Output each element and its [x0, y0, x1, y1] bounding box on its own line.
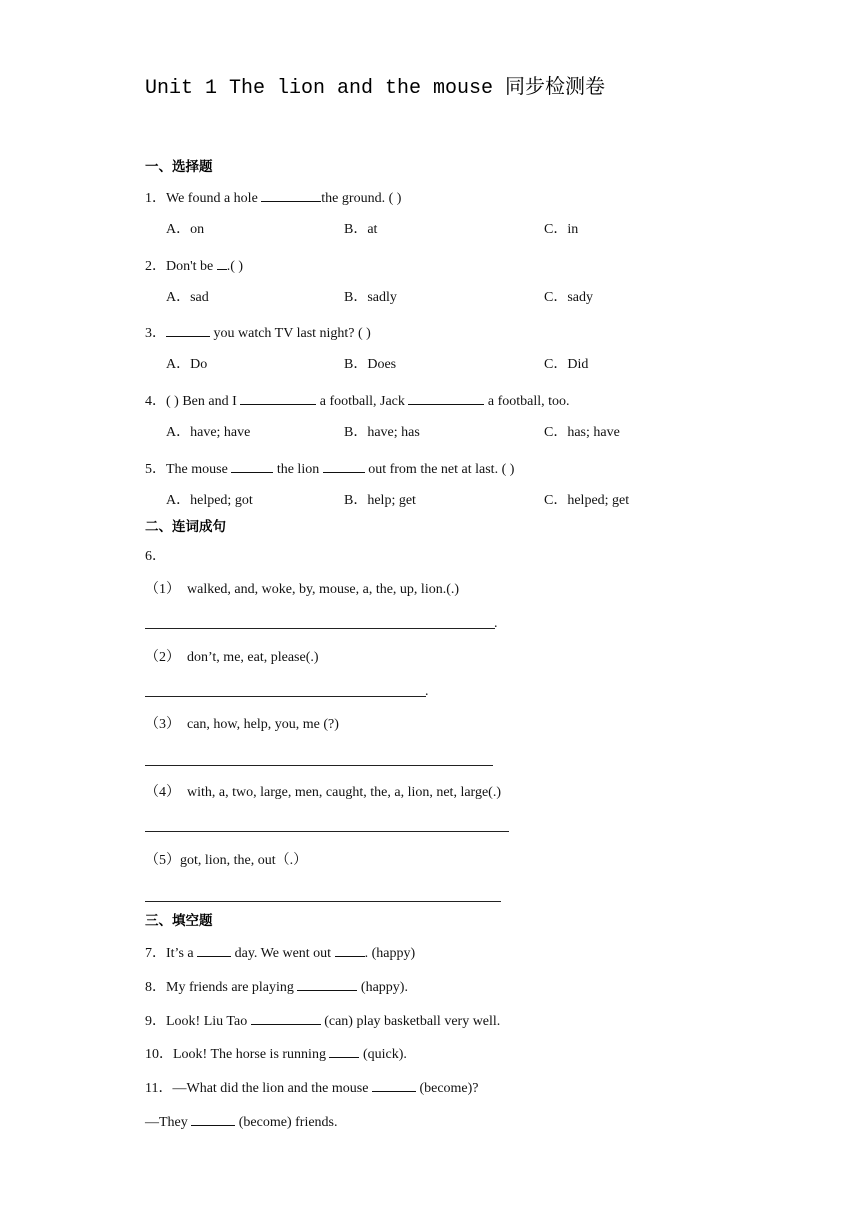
- answer-blank[interactable]: [297, 976, 357, 991]
- question-text: It’s a: [166, 946, 198, 961]
- subquestion-label: （2）: [145, 650, 180, 665]
- option-c[interactable]: C．has; have: [544, 425, 620, 440]
- subquestion-2: [145, 649, 319, 667]
- option-c[interactable]: C．sady: [544, 290, 593, 305]
- answer-blank[interactable]: [372, 1077, 416, 1092]
- subquestion-words: got, lion, the, out（.）: [180, 853, 308, 868]
- question-number: 1．: [145, 191, 166, 206]
- question-text: a football, Jack: [316, 394, 409, 409]
- subquestion-3: [145, 716, 339, 734]
- answer-blank[interactable]: [240, 390, 316, 405]
- question-text: ( ) Ben and I: [166, 394, 241, 409]
- question-2: [145, 255, 243, 276]
- question-text: the lion: [273, 462, 323, 477]
- subquestion-label: （5）: [145, 853, 180, 868]
- option-b[interactable]: B．at: [344, 222, 378, 237]
- question-text: (become)?: [415, 1081, 479, 1096]
- question-3: [145, 322, 371, 343]
- question-text: —They: [145, 1115, 192, 1130]
- section-heading-fill-in: 三、填空题: [145, 913, 213, 929]
- subquestion-words: don’t, me, eat, please(.): [187, 650, 319, 665]
- option-a[interactable]: A．sad: [166, 290, 209, 305]
- question-text: (become) friends.: [235, 1115, 338, 1130]
- answer-line-period: .: [425, 684, 429, 699]
- question-number: 11．: [145, 1081, 173, 1096]
- question-number: 2．: [145, 259, 166, 274]
- subquestion-5: [145, 852, 307, 870]
- question-number: 8．: [145, 980, 166, 995]
- answer-line[interactable]: [145, 831, 509, 832]
- question-text: .( ): [226, 259, 244, 274]
- question-text: . (happy): [364, 946, 416, 961]
- option-c[interactable]: C．Did: [544, 357, 589, 372]
- question-number: 10．: [145, 1047, 173, 1062]
- question-number: 5．: [145, 462, 166, 477]
- subquestion-words: walked, and, woke, by, mouse, a, the, up, lion.(.): [187, 582, 460, 597]
- option-a[interactable]: A．on: [166, 222, 205, 237]
- option-b[interactable]: B．help; get: [344, 493, 416, 508]
- question-number: 3．: [145, 326, 166, 341]
- question-text: We found a hole: [166, 191, 262, 206]
- question-11-answer: [145, 1111, 338, 1132]
- question-text: (can) play basketball very well.: [320, 1014, 501, 1029]
- subquestion-label: （3）: [145, 717, 180, 732]
- question-9: [145, 1010, 500, 1031]
- answer-blank[interactable]: [197, 942, 231, 957]
- answer-blank[interactable]: [231, 458, 273, 473]
- page-title: Unit 1 The lion and the mouse 同步检测卷: [145, 77, 606, 100]
- question-number: 4．: [145, 394, 166, 409]
- answer-line[interactable]: [145, 765, 493, 766]
- option-a[interactable]: A．helped; got: [166, 493, 253, 508]
- question-5: [145, 458, 514, 479]
- section-heading-sentence-building: 二、连词成句: [145, 519, 226, 535]
- question-text: Look! The horse is running: [173, 1047, 330, 1062]
- option-a[interactable]: A．Do: [166, 357, 208, 372]
- option-b[interactable]: B．Does: [344, 357, 397, 372]
- option-c[interactable]: C．helped; get: [544, 493, 630, 508]
- question-4: [145, 390, 570, 411]
- question-10: [145, 1043, 407, 1064]
- question-11: [145, 1077, 479, 1098]
- question-8: [145, 976, 408, 997]
- question-text: —What did the lion and the mouse: [172, 1081, 372, 1096]
- answer-blank[interactable]: [166, 322, 210, 337]
- question-text: out from the net at last. ( ): [364, 462, 515, 477]
- question-number: 7．: [145, 946, 166, 961]
- question-text: The mouse: [166, 462, 232, 477]
- subquestion-label: （4）: [145, 785, 180, 800]
- answer-line-period: .: [494, 616, 498, 631]
- question-text: you watch TV last night? ( ): [210, 326, 371, 341]
- question-text: a football, too.: [484, 394, 570, 409]
- question-text: the ground. ( ): [321, 191, 402, 206]
- question-7: [145, 942, 415, 963]
- question-text: (quick).: [359, 1047, 407, 1062]
- answer-blank[interactable]: [329, 1043, 359, 1058]
- answer-line[interactable]: [145, 901, 501, 902]
- question-text: Look! Liu Tao: [166, 1014, 251, 1029]
- answer-blank[interactable]: [335, 942, 365, 957]
- question-text: My friends are playing: [166, 980, 298, 995]
- subquestion-4: [145, 784, 501, 802]
- answer-blank[interactable]: [408, 390, 484, 405]
- answer-line[interactable]: [145, 696, 426, 697]
- option-b[interactable]: B．have; has: [344, 425, 420, 440]
- subquestion-words: can, how, help, you, me (?): [187, 717, 339, 732]
- answer-line[interactable]: [145, 628, 495, 629]
- question-number: 9．: [145, 1014, 166, 1029]
- section-heading-multiple-choice: 一、选择题: [145, 159, 213, 175]
- option-a[interactable]: A．have; have: [166, 425, 251, 440]
- answer-blank[interactable]: [191, 1111, 235, 1126]
- answer-blank[interactable]: [217, 255, 227, 270]
- option-b[interactable]: B．sadly: [344, 290, 397, 305]
- option-c[interactable]: C．in: [544, 222, 579, 237]
- answer-blank[interactable]: [251, 1010, 321, 1025]
- question-text: (happy).: [357, 980, 408, 995]
- question-1: [145, 187, 401, 208]
- subquestion-label: （1）: [145, 582, 180, 597]
- subquestion-1: [145, 581, 459, 599]
- answer-blank[interactable]: [261, 187, 321, 202]
- question-6-number: 6．: [145, 549, 166, 564]
- question-text: Don't be: [166, 259, 217, 274]
- question-text: day. We went out: [231, 946, 335, 961]
- answer-blank[interactable]: [323, 458, 365, 473]
- subquestion-words: with, a, two, large, men, caught, the, a, lion, net, large(.): [187, 785, 502, 800]
